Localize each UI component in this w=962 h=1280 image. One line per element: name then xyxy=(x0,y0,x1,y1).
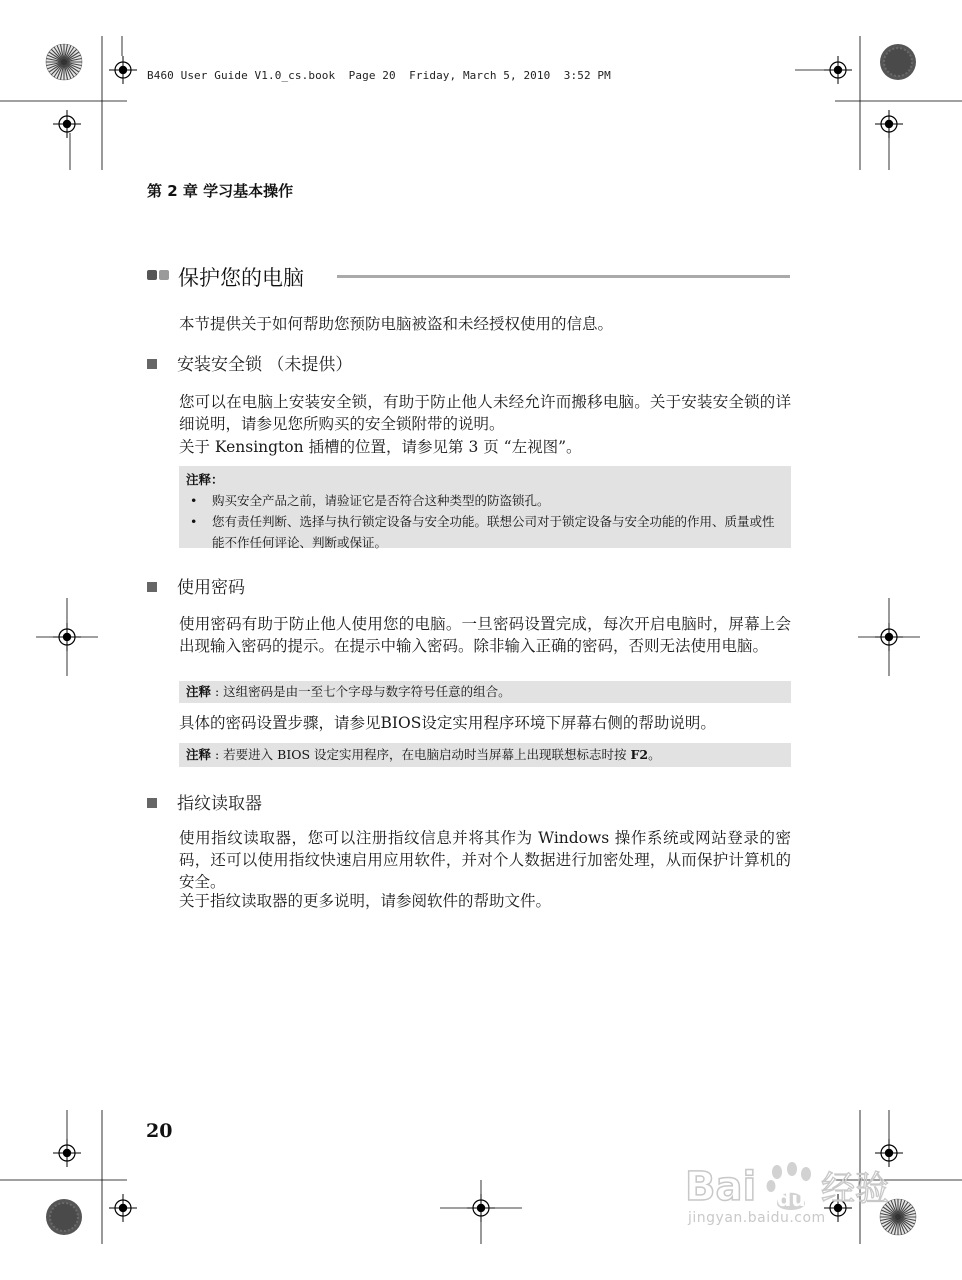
note-title: 注释： xyxy=(186,472,224,487)
note-item: • 您有责任判断、选择与执行锁定设备与安全功能。联想公司对于锁定设备与安全功能的作用、质量或性能不作任何评论、判断或保证。 xyxy=(186,511,783,553)
security-lock-paragraph: 您可以在电脑上安装安全锁，有助于防止他人未经允许而搬移电脑。关于安装安全锁的详细说明，请参见您所购买的安全锁附带的说明。 xyxy=(179,393,791,433)
heading-square-icon xyxy=(159,270,169,280)
svg-text:du: du xyxy=(777,1187,806,1211)
note-list xyxy=(186,490,783,553)
subsection-title: 使用密码 xyxy=(177,578,245,598)
f2-key: F2 xyxy=(630,747,649,762)
heading-square-icon xyxy=(147,270,157,280)
fingerprint-help-paragraph: 关于指纹读取器的更多说明，请参阅软件的帮助文件。 xyxy=(179,892,552,910)
svg-text:经验: 经验 xyxy=(821,1169,889,1209)
section-intro: 本节提供关于如何帮助您预防电脑被盗和未经授权使用的信息。 xyxy=(179,315,614,333)
print-file-header: B460 User Guide V1.0_cs.book Page 20 Friday, March 5, 2010 3:52 PM xyxy=(147,69,611,82)
security-lock-note xyxy=(179,466,791,548)
note-text-end: 。 xyxy=(648,747,661,762)
subsection-title: 安装安全锁 （未提供） xyxy=(177,355,353,375)
page-number: 20 xyxy=(146,1120,173,1142)
note-item: • 购买安全产品之前，请验证它是否符合这种类型的防盗锁孔。 xyxy=(186,490,783,511)
square-bullet-icon xyxy=(147,582,157,592)
chapter-title: 第 2 章 学习基本操作 xyxy=(147,182,294,200)
square-bullet-icon xyxy=(147,359,157,369)
section-title: 保护您的电脑 xyxy=(178,266,304,290)
kensington-paragraph: 关于 Kensington 插槽的位置，请参见第 3 页 “左视图”。 xyxy=(179,438,582,456)
note-text: : 若要进入 BIOS 设定实用程序，在电脑启动时当屏幕上出现联想标志时按 xyxy=(211,747,631,762)
subsection-password xyxy=(147,573,245,598)
password-note-2 xyxy=(179,743,791,767)
subsection-security-lock xyxy=(147,350,352,375)
square-bullet-icon xyxy=(147,798,157,808)
note-label: 注释 xyxy=(186,747,212,762)
password-paragraph: 使用密码有助于防止他人使用您的电脑。一旦密码设置完成，每次开启电脑时，屏幕上会出现输入密码的提示。在提示中输入密码。除非输入正确的密码，否则无法使用电脑。 xyxy=(179,615,791,655)
heading-rule xyxy=(337,275,790,278)
watermark-url: jingyan.baidu.com xyxy=(688,1210,826,1226)
subsection-title: 指纹读取器 xyxy=(177,794,262,814)
svg-text:Bai: Bai xyxy=(685,1164,757,1210)
section-heading xyxy=(147,262,792,292)
note-label: 注释 xyxy=(186,684,212,699)
fingerprint-paragraph: 使用指纹读取器，您可以注册指纹信息并将其作为 Windows 操作系统或网站登录的密码，还可以使用指纹快速启用应用软件，并对个人数据进行加密处理，从而保护计算机的安全。 xyxy=(179,829,791,891)
note-text: : 这组密码是由一至七个字母与数字符号任意的组合。 xyxy=(211,684,511,699)
password-note-1 xyxy=(179,681,791,703)
subsection-fingerprint xyxy=(147,789,262,814)
baidu-jingyan-watermark-logo xyxy=(685,1160,905,1212)
bios-password-paragraph: 具体的密码设置步骤，请参见BIOS设定实用程序环境下屏幕右侧的帮助说明。 xyxy=(179,714,716,732)
